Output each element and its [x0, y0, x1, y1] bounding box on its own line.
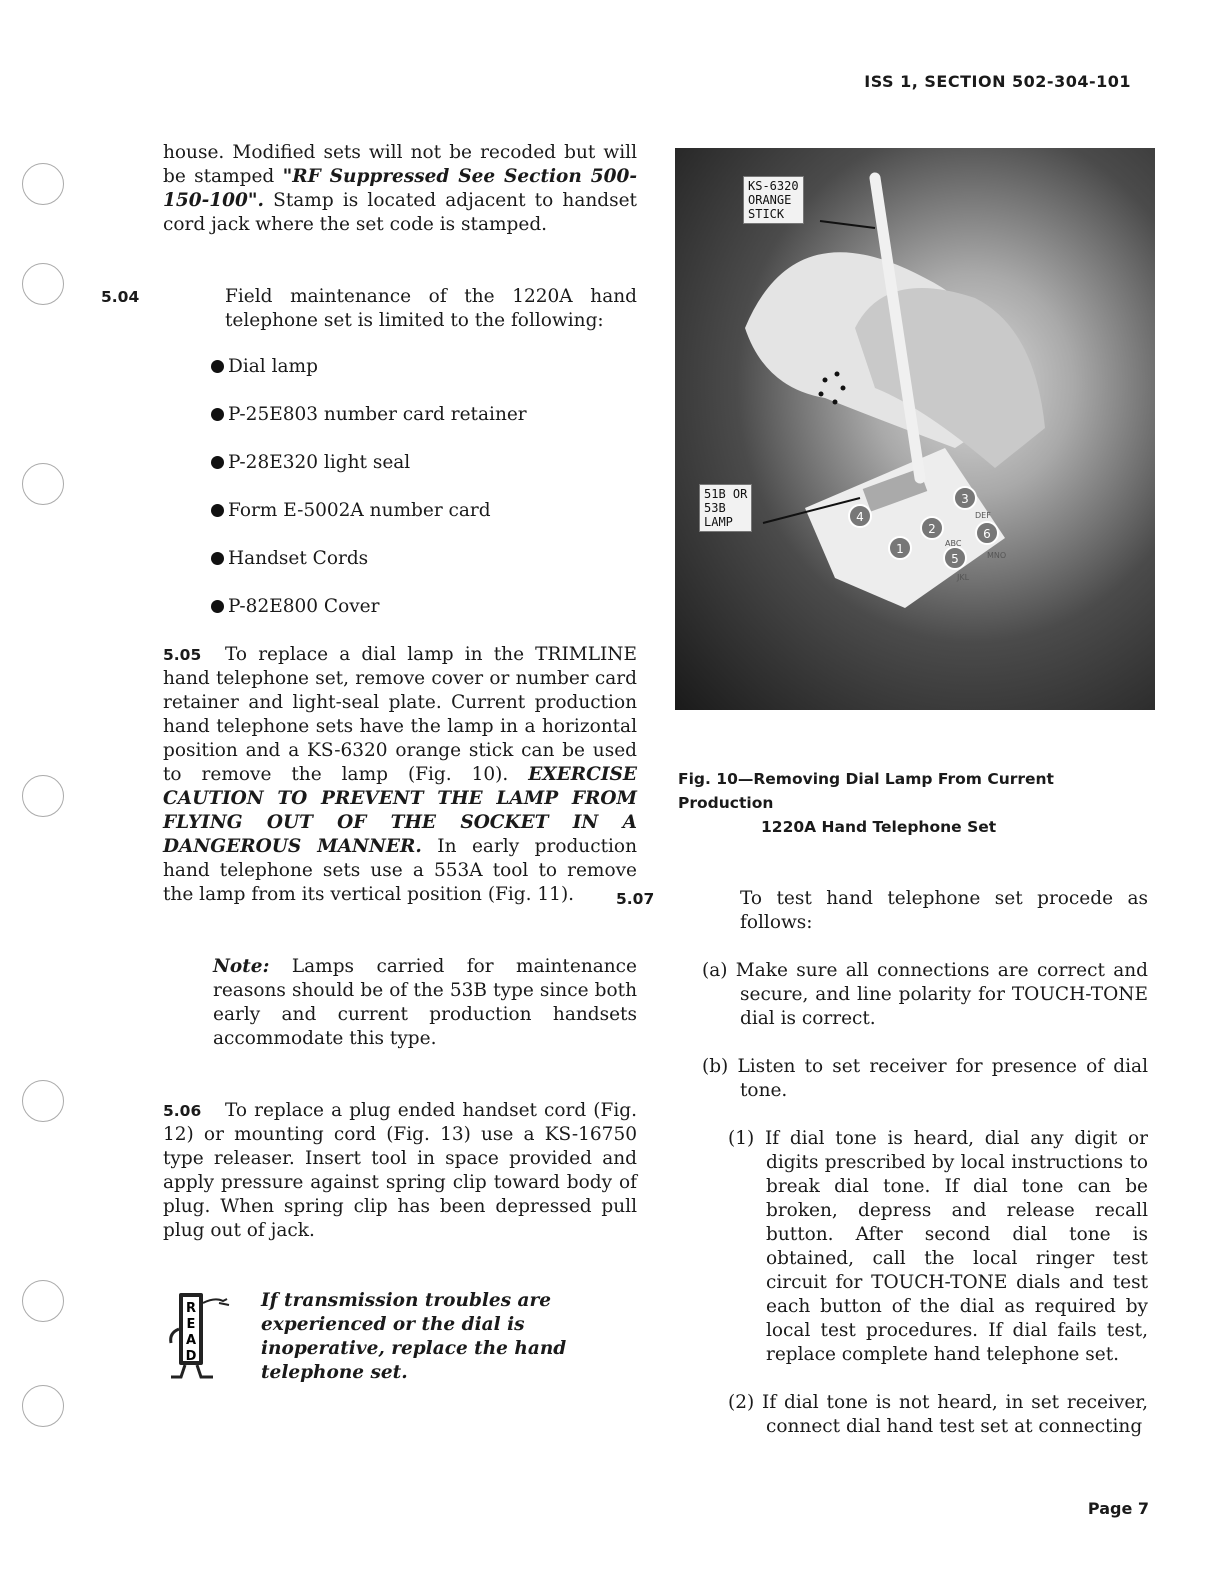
caution-text: EXERCISE CAUTION TO PREVENT THE LAMP FROM FLYING OUT OF THE SOCKET IN A DANGEROUS MANNER. [163, 764, 637, 857]
keypad-key: 2 [928, 522, 936, 536]
list-item [211, 547, 637, 571]
intro-emphasis: "RF Suppressed See Section 500-150-100". [163, 166, 637, 211]
right-column [616, 141, 1148, 1439]
list-item [211, 499, 637, 523]
paragraph-5-05 [163, 643, 637, 907]
punch-hole [22, 1280, 64, 1322]
label-line: STICK [748, 207, 785, 221]
paragraph-number: 5.05 [163, 646, 202, 664]
read-letter: R [185, 1301, 197, 1316]
intro-text-end: Stamp is located adjacent to handset cord jack where the set code is stamped. [163, 190, 637, 235]
left-column [101, 141, 637, 1385]
list-item-text: P-25E803 number card retainer [228, 404, 527, 425]
note-paragraph [213, 955, 637, 1051]
bullet-icon [211, 408, 224, 421]
paragraph-5-06 [163, 1099, 637, 1243]
keypad-key: 3 [961, 492, 969, 506]
paragraph-text: Field maintenance of the 1220A hand telephone set is limited to the following: [225, 286, 637, 331]
read-note [163, 1289, 637, 1385]
step-text: Make sure all connections are correct and secure, and line polarity for TOUCH-TONE dial is correct. [735, 960, 1148, 1029]
page-number: Page 7 [1087, 1499, 1149, 1518]
punch-hole [22, 463, 64, 505]
bullet-icon [211, 504, 224, 517]
keypad-key: 4 [856, 510, 864, 524]
label-line: 53B [704, 501, 726, 515]
punch-hole [22, 163, 64, 205]
punch-hole [22, 263, 64, 305]
intro-text: house. Modified sets will not be recoded but will be stamped [163, 142, 637, 187]
read-book-icon [163, 1289, 247, 1381]
label-lamp [699, 484, 752, 532]
list-item-text: P-28E320 light seal [228, 452, 411, 473]
read-note-text: If transmission troubles are experienced or the dial is inoperative, replace the hand telephone set. [261, 1290, 567, 1383]
maintenance-list [211, 355, 637, 619]
bullet-icon [211, 600, 224, 613]
label-line: 51B OR [704, 487, 748, 501]
list-item-text: Handset Cords [228, 548, 369, 569]
label-orange-stick [743, 176, 804, 224]
label-line: ORANGE [748, 193, 792, 207]
intro-paragraph [163, 141, 637, 237]
paragraph-5-04 [101, 285, 637, 333]
keypad-letters: DEF [975, 511, 991, 520]
read-letter: A [185, 1333, 197, 1348]
bullet-icon [211, 456, 224, 469]
punch-hole [22, 775, 64, 817]
bullet-icon [211, 360, 224, 373]
bullet-icon [211, 552, 224, 565]
paragraph-number: 5.06 [163, 1102, 202, 1120]
figure-caption [678, 767, 1148, 839]
keypad-letters: ABC [945, 539, 962, 548]
figure-number: Fig. 10 [678, 770, 738, 788]
keypad-key: 5 [951, 552, 959, 566]
paragraph-5-07 [616, 887, 1148, 935]
punch-hole [22, 1385, 64, 1427]
step-b [678, 1055, 1148, 1103]
handset-illustration [675, 148, 1155, 710]
note-text: Lamps carried for maintenance reasons should be of the 53B type since both early and current production handsets accommodate this type. [213, 956, 637, 1049]
list-item [211, 595, 637, 619]
paragraph-text-end: In early production hand telephone sets use a 553A tool to remove the lamp from its vertical position (Fig. 11). [163, 836, 637, 905]
caption-line [678, 767, 1148, 815]
step-text: Listen to set receiver for presence of dial tone. [737, 1056, 1148, 1101]
keypad-letters: JKL [957, 573, 970, 582]
step-b2 [678, 1391, 1148, 1439]
list-item-text: P-82E800 Cover [228, 596, 380, 617]
list-item [211, 451, 637, 475]
figure-10-photo [675, 148, 1155, 710]
paragraph-number: 5.07 [616, 890, 655, 908]
read-letter: E [186, 1317, 196, 1332]
step-label: (2) [728, 1392, 755, 1413]
keypad-letters: MNO [987, 551, 1007, 560]
note-label: Note: [213, 956, 270, 977]
punch-hole [22, 1080, 64, 1122]
step-a [678, 959, 1148, 1031]
paragraph-text: To test hand telephone set procede as follows: [740, 888, 1148, 933]
caption-text: 1220A Hand Telephone Set [761, 818, 997, 836]
keypad-key: 1 [896, 542, 904, 556]
read-letter: D [185, 1349, 197, 1364]
caption-text: —Removing Dial Lamp From Current Production [678, 770, 1054, 812]
list-item [211, 403, 637, 427]
step-label: (a) [702, 960, 728, 981]
paragraph-text: To replace a plug ended handset cord (Fig. 12) or mounting cord (Fig. 13) use a KS-16750 type releaser. Insert tool in space provided and apply pressure against spring clip toward body of plug. When spring clip has been depressed pull plug out of jack. [163, 1100, 637, 1241]
section-header: ISS 1, SECTION 502-304-101 [864, 72, 1131, 91]
label-line: LAMP [704, 515, 733, 529]
keypad-key: 6 [983, 527, 991, 541]
step-text: If dial tone is heard, dial any digit or digits prescribed by local instructions to break dial tone. If dial tone can be broken, depress and release recall button. After second dial tone is obtained, call the local ringer test circuit for TOUCH-TONE dials and test each button of the dial as required by local test procedures. If dial fails test, replace complete hand telephone set. [764, 1128, 1148, 1365]
paragraph-number: 5.04 [101, 288, 140, 306]
step-b1 [678, 1127, 1148, 1367]
label-line: KS-6320 [748, 179, 799, 193]
step-label: (b) [702, 1056, 729, 1077]
step-text: If dial tone is not heard, in set receiver, connect dial hand test set at connecting [762, 1392, 1148, 1437]
paragraph-text: To replace a dial lamp in the TRIMLINE hand telephone set, remove cover or number card retainer and light-seal plate. Current production hand telephone sets have the lamp in a horizontal position and a KS-6320 orange stick can be used to remove the lamp (Fig. 10). [163, 644, 637, 785]
list-item-text: Form E-5002A number card [228, 500, 491, 521]
list-item [211, 355, 637, 379]
step-label: (1) [728, 1128, 755, 1149]
list-item-text: Dial lamp [228, 356, 318, 377]
